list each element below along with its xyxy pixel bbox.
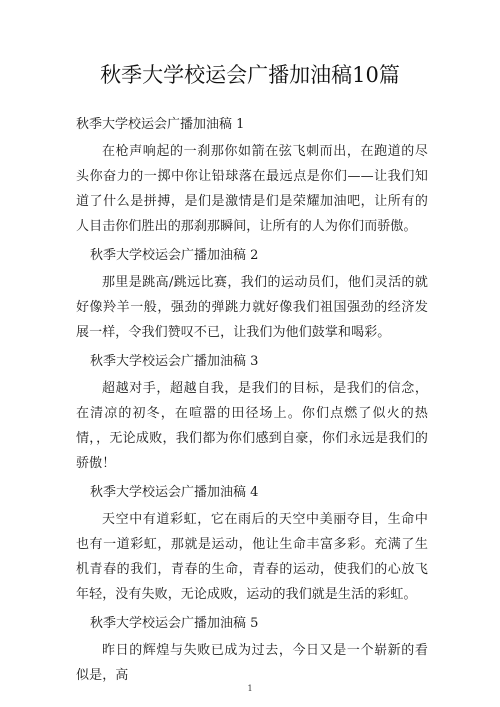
section-paragraph-1: 在枪声响起的一刹那你如箭在弦飞刺而出，在跑道的尽头你奋力的一掷中你让铅球落在最远点是你们——让我们知道了什么是拼搏，是们是激情是们是荣耀加油吧，让所有的人目击你们胜出的那刹那瞬间，让所有的人为你们而骄傲。 [76,144,428,234]
section-heading-5: 秋季大学校运会广播加油稿 5 [90,616,259,631]
section-paragraph-4: 天空中有道彩虹，它在雨后的天空中美丽夺目，生命中也有一道彩虹，那就是运动，他让生命丰富多彩。充满了生机青春的我们，青春的生命，青春的运动，使我们的心放飞年轻，没有失败，无论成败，运动的我们就是生活的彩虹。 [76,512,428,602]
section-heading-3: 秋季大学校运会广播加油稿 3 [90,354,259,369]
section-heading-1: 秋季大学校运会广播加油稿 1 [76,117,245,132]
page-number: 1 [247,684,253,693]
section-paragraph-2: 那里是跳高/跳远比赛，我们的运动员们，他们灵活的就好像羚羊一般，强劲的弹跳力就好像我们祖国强劲的经济发展一样，令我们赞叹不已，让我们为他们鼓掌和喝彩。 [76,275,428,340]
document-body [76,115,428,695]
section-paragraph-5: 昨日的辉煌与失败已成为过去，今日又是一个崭新的看似是，高 [76,643,428,683]
document-title: 秋季大学校运会广播加油稿10篇 [100,63,400,87]
section-heading-2: 秋季大学校运会广播加油稿 2 [90,248,259,263]
section-paragraph-3: 超越对手，超越自我，是我们的目标，是我们的信念，在清凉的初冬，在喧嚣的田径场上。你们点燃了似火的热情，，无论成败，我们都为你们感到自豪，你们永远是我们的骄傲！ [76,381,428,471]
section-heading-4: 秋季大学校运会广播加油稿 4 [90,485,259,500]
